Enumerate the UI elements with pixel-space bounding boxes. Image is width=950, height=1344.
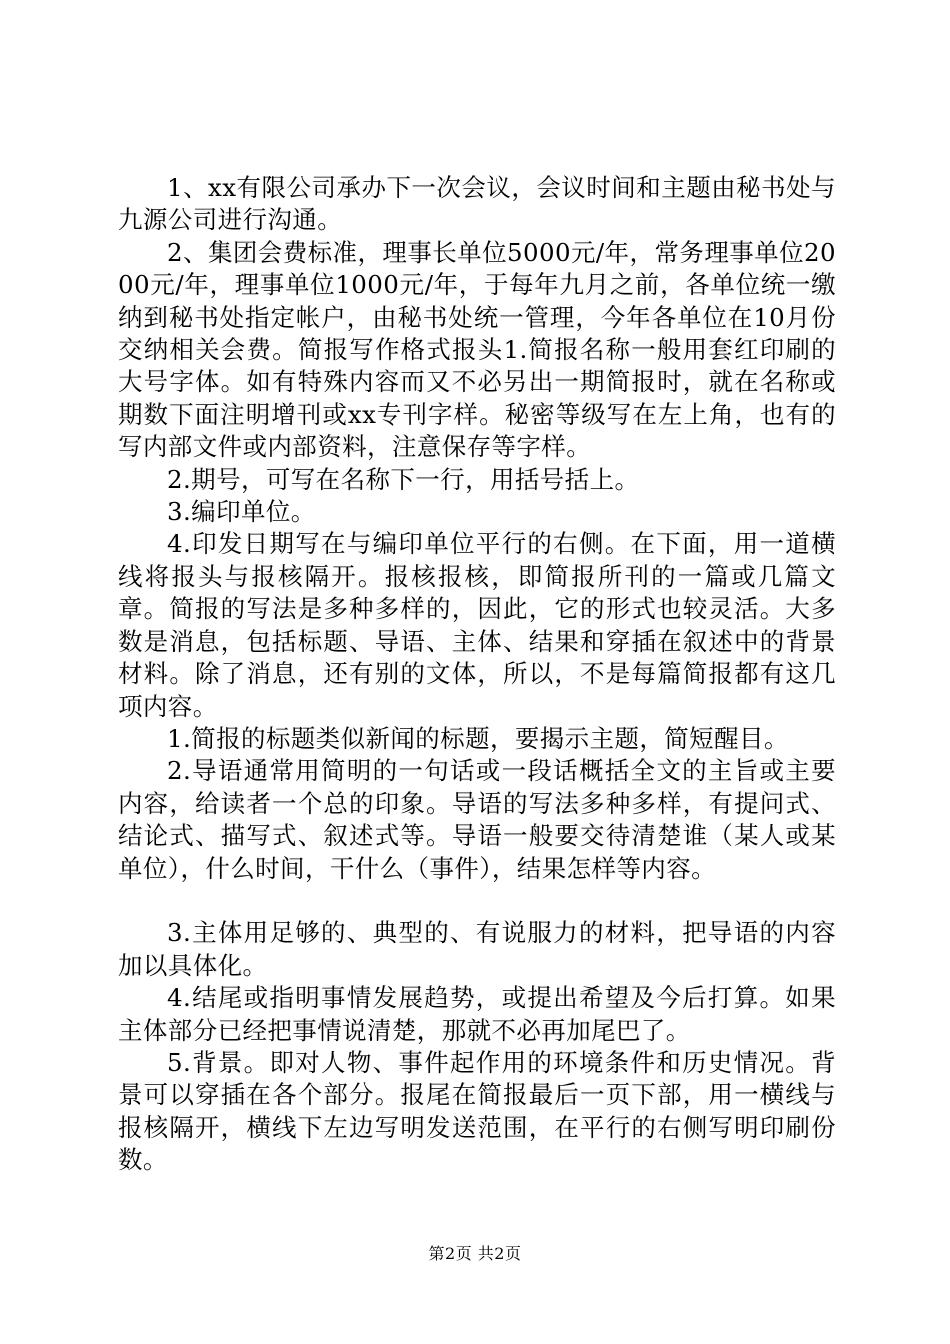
paragraph-4: 3.编印单位。: [167, 497, 316, 527]
paragraph-5: 4.印发日期写在与编印单位平行的右侧。在下面，用一道横线将报头与报核隔开。报核报核，即简报所刊的一篇或几篇文章。简报的写法是多种多样的，因此，它的形式也较灵活。大多数是消息，包括标题、导语、主体、结果和穿插在叙述中的背景材料。除了消息，还有别的文体，所以，不是每篇简报都有这几项内容。: [118, 529, 836, 721]
document-body: [118, 172, 836, 1177]
paragraph-8: 3.主体用足够的、典型的、有说服力的材料，把导语的内容加以具体化。: [118, 918, 836, 980]
paragraph-2: 2、集团会费标准，理事长单位5000元/年，常务理事单位2000元/年，理事单位1000元/年，于每年九月之前，各单位统一缴纳到秘书处指定帐户，由秘书处统一管理，今年各单位在10月份交纳相关会费。简报写作格式报头1.简报名称一般用套红印刷的大号字体。如有特殊内容而又不必另出一期简报时，就在名称或期数下面注明增刊或xx专刊字样。秘密等级写在左上角，也有的写内部文件或内部资料，注意保存等字样。: [118, 237, 836, 462]
page-footer: [0, 1244, 950, 1264]
paragraph-9: 4.结尾或指明事情发展趋势，或提出希望及今后打算。如果主体部分已经把事情说清楚，那就不必再加尾巴了。: [118, 983, 836, 1045]
paragraph-10: 5.背景。即对人物、事件起作用的环境条件和历史情况。背景可以穿插在各个部分。报尾在简报最后一页下部，用一横线与报核隔开，横线下左边写明发送范围，在平行的右侧写明印刷份数。: [118, 1047, 836, 1175]
paragraph-7: 2.导语通常用简明的一句话或一段话概括全文的主旨或主要内容，给读者一个总的印象。导语的写法多种多样，有提问式、结论式、描写式、叙述式等。导语一般要交待清楚谁（某人或某单位），什么时间，干什么（事件），结果怎样等内容。: [118, 756, 836, 883]
paragraph-1: 1、xx有限公司承办下一次会议，会议时间和主题由秘书处与九源公司进行沟通。: [118, 173, 836, 235]
paragraph-3: 2.期号，可写在名称下一行，用括号括上。: [167, 464, 640, 494]
paragraph-6: 1.简报的标题类似新闻的标题，要揭示主题，简短醒目。: [167, 723, 789, 753]
page-number-label: 第2页 共2页: [428, 1244, 522, 1263]
